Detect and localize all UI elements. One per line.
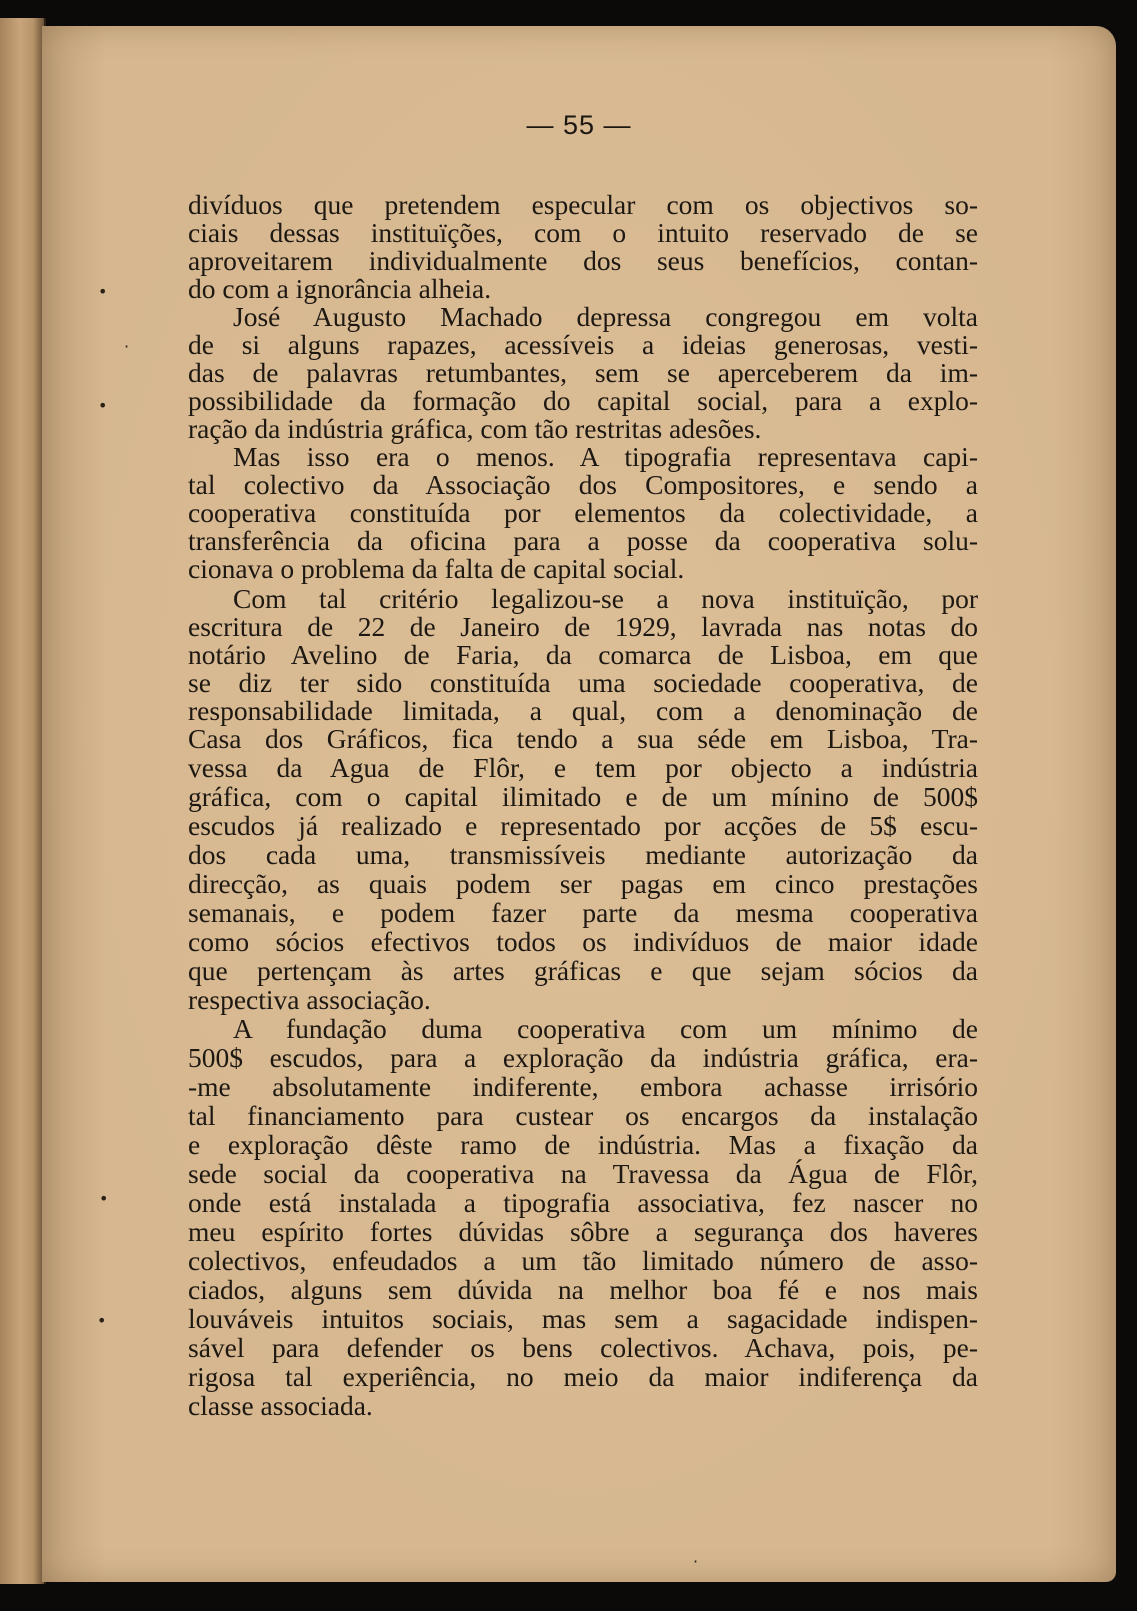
margin-speck: • — [98, 396, 108, 415]
text-line: colectivos, enfeudados a um tão limitado número de asso- — [188, 1245, 978, 1276]
margin-speck: · — [124, 337, 130, 356]
text-line: direcção, as quais podem ser pagas em cinco prestações — [188, 868, 978, 899]
margin-speck: • — [98, 282, 108, 301]
text-line: escritura de 22 de Janeiro de 1929, lavrada nas notas do — [188, 611, 978, 642]
text-line: ração da indústria gráfica, com tão restritas adesões. — [188, 413, 762, 444]
text-line: 500$ escudos, para a exploração da indústria gráfica, era- — [188, 1042, 978, 1073]
page-number: — 55 — — [526, 110, 632, 140]
text-line: semanais, e podem fazer parte da mesma cooperativa — [188, 897, 978, 928]
text-line: aproveitarem individualmente dos seus benefícios, contan- — [188, 245, 978, 276]
paragraph-first-line: José Augusto Machado depressa congregou em volta — [233, 301, 978, 332]
text-line: responsabilidade limitada, a qual, com a denominação de — [188, 695, 978, 726]
text-line: sede social da cooperativa na Travessa da Água de Flôr, — [188, 1158, 978, 1189]
text-line: gráfica, com o capital ilimitado e de um mínino de 500$ — [188, 781, 978, 812]
text-line: do com a ignorância alheia. — [188, 273, 492, 304]
paragraph-first-line: Com tal critério legalizou-se a nova instituïção, por — [233, 583, 978, 614]
text-line: respectiva associação. — [188, 984, 431, 1015]
text-line: ciados, alguns sem dúvida na melhor boa fé e nos mais — [188, 1274, 978, 1305]
text-line: divíduos que pretendem especular com os objectivos so- — [188, 189, 978, 220]
margin-speck: • — [97, 1311, 107, 1330]
text-line: transferência da oficina para a posse da cooperativa solu- — [188, 525, 978, 556]
text-line: de si alguns rapazes, acessíveis a ideias generosas, vesti- — [188, 329, 978, 360]
text-line: classe associada. — [188, 1390, 373, 1421]
text-line: cooperativa constituída por elementos da colectividade, a — [188, 497, 978, 528]
text-line: cionava o problema da falta de capital social. — [188, 553, 685, 584]
text-line: -me absolutamente indiferente, embora achasse irrisório — [188, 1071, 978, 1102]
book-spine-edge — [0, 18, 46, 1584]
text-line: das de palavras retumbantes, sem se aperceberem da im- — [188, 357, 978, 388]
text-line: sável para defender os bens colectivos. Achava, pois, pe- — [188, 1332, 978, 1363]
text-line: tal colectivo da Associação dos Compositores, e sendo a — [188, 469, 978, 500]
text-line: louváveis intuitos sociais, mas sem a sagacidade indispen- — [188, 1303, 978, 1334]
text-line: vessa da Agua de Flôr, e tem por objecto a indústria — [188, 752, 978, 783]
margin-speck: • — [99, 1189, 109, 1208]
text-line: se diz ter sido constituída uma sociedade cooperativa, de — [188, 667, 978, 698]
text-line: notário Avelino de Faria, da comarca de Lisboa, em que — [188, 639, 978, 670]
text-line: dos cada uma, transmissíveis mediante autorização da — [188, 839, 978, 870]
margin-speck: · — [693, 1552, 699, 1571]
text-line: possibilidade da formação do capital social, para a explo- — [188, 385, 978, 416]
text-line: escudos já realizado e representado por acções de 5$ escu- — [188, 810, 978, 841]
text-line: onde está instalada a tipografia associativa, fez nascer no — [188, 1187, 978, 1218]
text-line: ciais dessas instituïções, com o intuito reservado de se — [188, 217, 978, 248]
text-line: que pertençam às artes gráficas e que sejam sócios da — [188, 955, 978, 986]
text-line: rigosa tal experiência, no meio da maior indiferença da — [188, 1361, 978, 1392]
paragraph-first-line: A fundação duma cooperativa com um mínimo de — [233, 1013, 978, 1044]
text-line: tal financiamento para custear os encargos da instalação — [188, 1100, 978, 1131]
page-paper — [42, 26, 1116, 1582]
text-line: meu espírito fortes dúvidas sôbre a segurança dos haveres — [188, 1216, 978, 1247]
text-line: e exploração dêste ramo de indústria. Mas a fixação da — [188, 1129, 978, 1160]
text-line: Casa dos Gráficos, fica tendo a sua séde em Lisboa, Tra- — [188, 723, 978, 754]
text-line: como sócios efectivos todos os indivíduos de maior idade — [188, 926, 978, 957]
paragraph-first-line: Mas isso era o menos. A tipografia representava capi- — [233, 441, 978, 472]
